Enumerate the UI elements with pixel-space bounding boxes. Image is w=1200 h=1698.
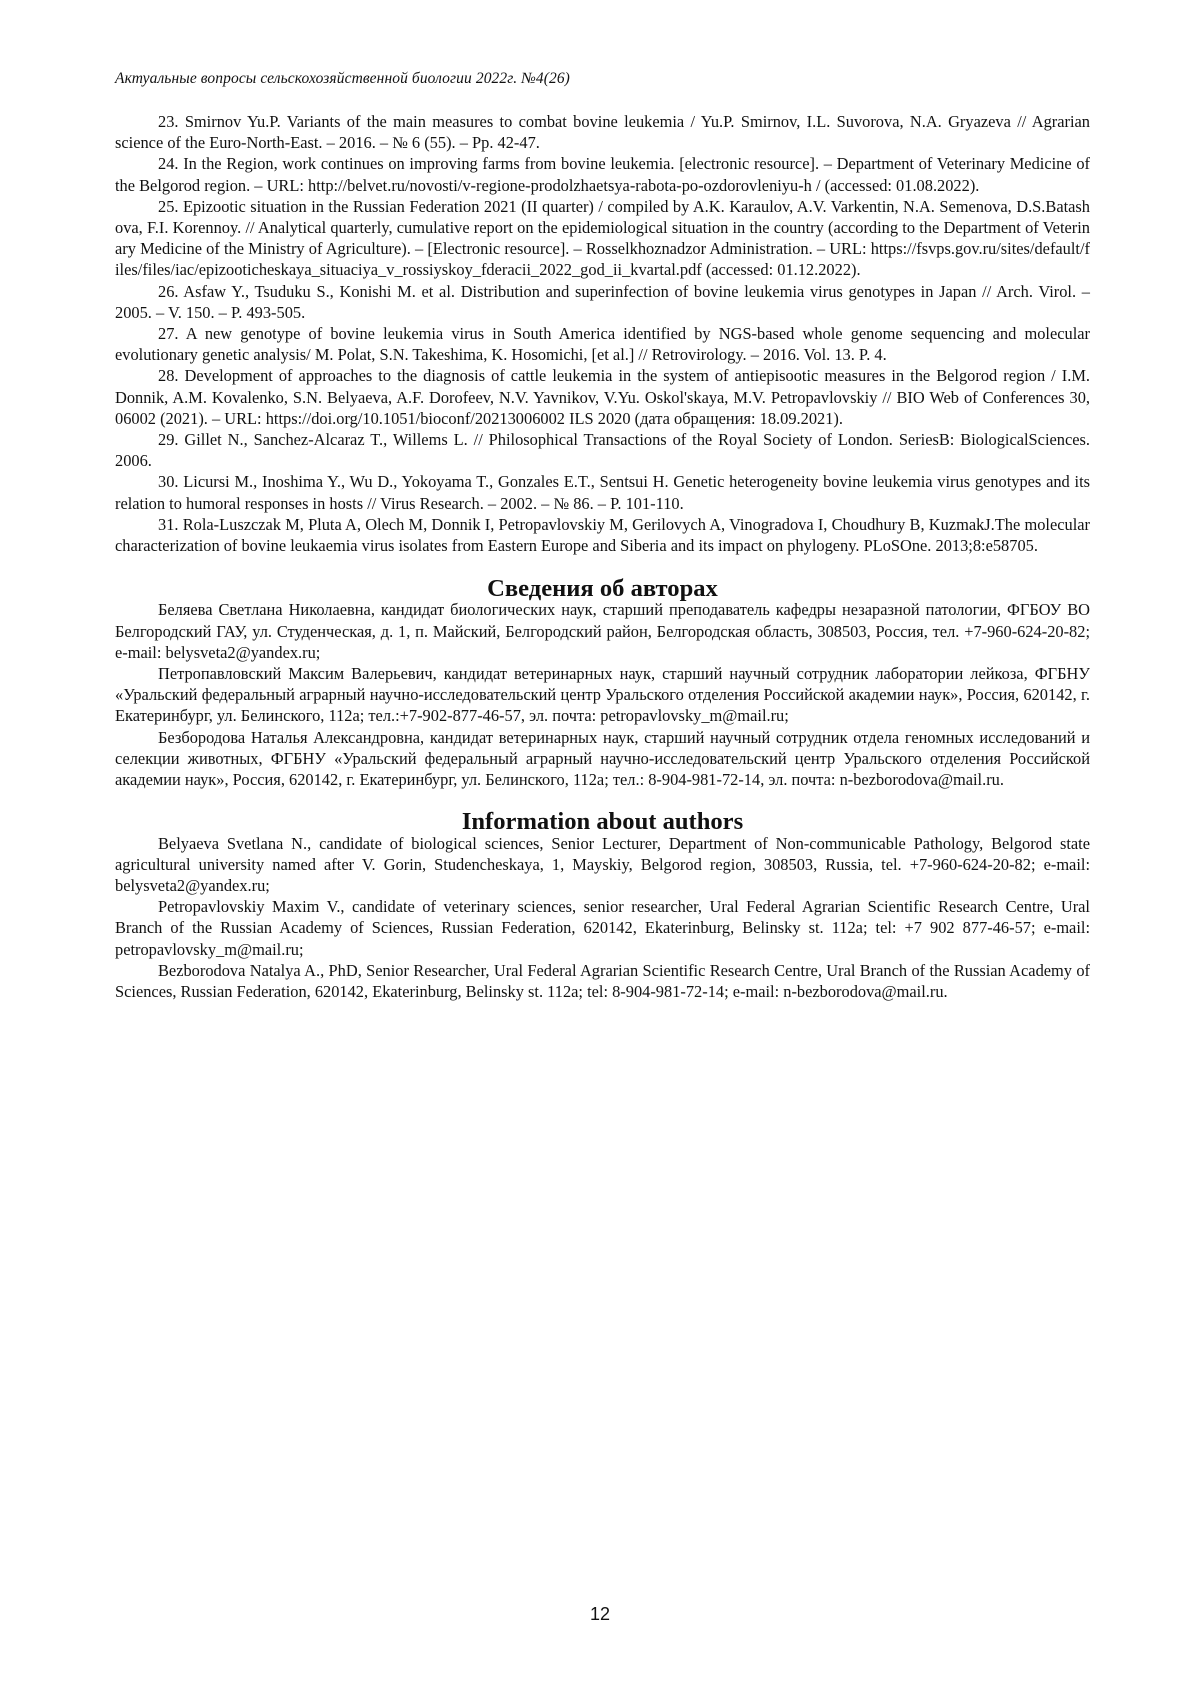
reference-item: 29. Gillet N., Sanchez-Alcaraz T., Willems L. // Philosophical Transactions of the Royal Society of London. SeriesB: BiologicalSciences. 2006. [115, 430, 1090, 471]
reference-item: 24. In the Region, work continues on improving farms from bovine leukemia. [electronic resource]. – Department of Veterinary Medicine of the Belgorod region. – URL: http://belvet.ru/novosti/v-regione-prodolzhaetsya-rabota-po-ozdorovleniyu-h / (accessed: 01.08.2022). [115, 154, 1090, 195]
authors-en [115, 833, 1090, 1003]
reference-item: 31. Rola-Luszczak M, Pluta A, Olech M, Donnik I, Petropavlovskiy M, Gerilovych A, Vinogradova I, Choudhury B, KuzmakJ.The molecular characterization of bovine leukaemia virus isolates from Eastern Europe and Siberia and its impact on phylogeny. PLoSOne. 2013;8:e58705. [115, 514, 1090, 556]
reference-item: 27. A new genotype of bovine leukemia virus in South America identified by NGS-based whole genome sequencing and molecular evolutionary genetic analysis/ M. Polat, S.N. Takeshima, K. Hosomichi, [et al.] // Retrovirology. – 2016. Vol. 13. P. 4. [115, 324, 1090, 365]
page-body [115, 111, 1090, 1002]
reference-list [115, 111, 1090, 556]
authors-ru [115, 599, 1090, 790]
authors-ru-heading: Сведения об авторах [487, 575, 718, 603]
authors-en-heading: Information about authors [461, 808, 744, 836]
author-entry-ru: Безбородова Наталья Александровна, кандидат ветеринарных наук, старший научный сотрудник отдела геномных исследований и селекции животных, ФГБНУ «Уральский федеральный аграрный научно-исследовательский центр Уральского отделения Российской академии наук», Россия, 620142, г. Екатеринбург, ул. Белинского, 112а; тел.: 8-904-981-72-14, эл. почта: n-bezborodova@mail.ru. [115, 727, 1090, 790]
running-header: Актуальные вопросы сельскохозяйственной биологии 2022г. №4(26) [115, 70, 570, 87]
author-entry-en: Petropavlovskiy Maxim V., candidate of veterinary sciences, senior researcher, Ural Federal Agrarian Scientific Research Centre, Ural Branch of the Russian Academy of Sciences, Russian Federation, 620142, Ekaterinburg, Belinsky st. 112a; tel: +7 902 877-46-57; e-mail: petropavlovsky_m@mail.ru; [115, 897, 1090, 959]
author-entry-ru: Петропавловский Максим Валерьевич, кандидат ветеринарных наук, старший научный сотрудник лаборатории лейкоза, ФГБНУ «Уральский федеральный аграрный научно-исследовательский центр Уральского отделения Российской академии наук», Россия, 620142, г. Екатеринбург, ул. Белинского, 112а; тел.:+7-902-877-46-57, эл. почта: petropavlovsky_m@mail.ru; [115, 664, 1090, 726]
author-entry-en: Bezborodova Natalya A., PhD, Senior Researcher, Ural Federal Agrarian Scientific Research Centre, Ural Branch of the Russian Academy of Sciences, Russian Federation, 620142, Ekaterinburg, Belinsky st. 112a; tel: 8-904-981-72-14; e-mail: n-bezborodova@mail.ru. [115, 960, 1090, 1001]
author-entry-ru: Беляева Светлана Николаевна, кандидат биологических наук, старший преподаватель кафедры незаразной патологии, ФГБОУ ВО Белгородский ГАУ, ул. Студенческая, д. 1, п. Майский, Белгородский район, Белгородская область, 308503, Россия, тел. +7-960-624-20-82; e-mail: belysveta2@yandex.ru; [115, 600, 1090, 662]
reference-item: 23. Smirnov Yu.P. Variants of the main measures to combat bovine leukemia / Yu.P. Smirnov, I.L. Suvorova, N.A. Gryazeva // Agrarian science of the Euro-North-East. – 2016. – № 6 (55). – Pp. 42-47. [115, 112, 1090, 153]
author-entry-en: Belyaeva Svetlana N., candidate of biological sciences, Senior Lecturer, Department of Non-communicable Pathology, Belgorod state agricultural university named after V. Gorin, Studencheskaya, 1, Mayskiy, Belgorod region, 308503, Russia, tel. +7-960-624-20-82; e-mail: belysveta2@yandex.ru; [115, 833, 1090, 895]
reference-item: 30. Licursi M., Inoshima Y., Wu D., Yokoyama T., Gonzales E.T., Sentsui H. Genetic heterogeneity bovine leukemia virus genotypes and its relation to humoral responses in hosts // Virus Research. – 2002. – № 86. – P. 101-110. [115, 472, 1090, 513]
page-number: 12 [589, 1604, 611, 1624]
reference-item: 28. Development of approaches to the diagnosis of cattle leukemia in the system of antiepisootic measures in the Belgorod region / I.M. Donnik, A.M. Kovalenko, S.N. Belyaeva, A.F. Dorofeev, N.V. Yavnikov, V.Yu. Oskol'skaya, M.V. Petropavlovskiy // BIO Web of Conferences 30, 06002 (2021). – URL: https://doi.org/10.1051/bioconf/20213006002 ILS 2020 (дата обращения: 18.09.2021). [115, 366, 1090, 428]
reference-item: 25. Epizootic situation in the Russian Federation 2021 (II quarter) / compiled by A.K. Karaulov, A.V. Varkentin, N.A. Semenova, D.S.Batashova, F.I. Korennoy. // Analytical quarterly, cumulative report on the epidemiological situation in the country (according to the Department of Veterinary Medicine of the Ministry of Agriculture). – [Electronic resource]. – Rosselkhoznadzor Administration. – URL: https://fsvps.gov.ru/sites/default/files/files/iac/epizooticheskaya_situaciya_v_rossiyskoy_fderacii_2022_god_ii_kvartal.pdf (accessed: 01.12.2022). [115, 196, 1090, 280]
reference-item: 26. Asfaw Y., Tsuduku S., Konishi M. et al. Distribution and superinfection of bovine leukemia virus genotypes in Japan // Arch. Virol. – 2005. – V. 150. – P. 493-505. [115, 281, 1090, 322]
